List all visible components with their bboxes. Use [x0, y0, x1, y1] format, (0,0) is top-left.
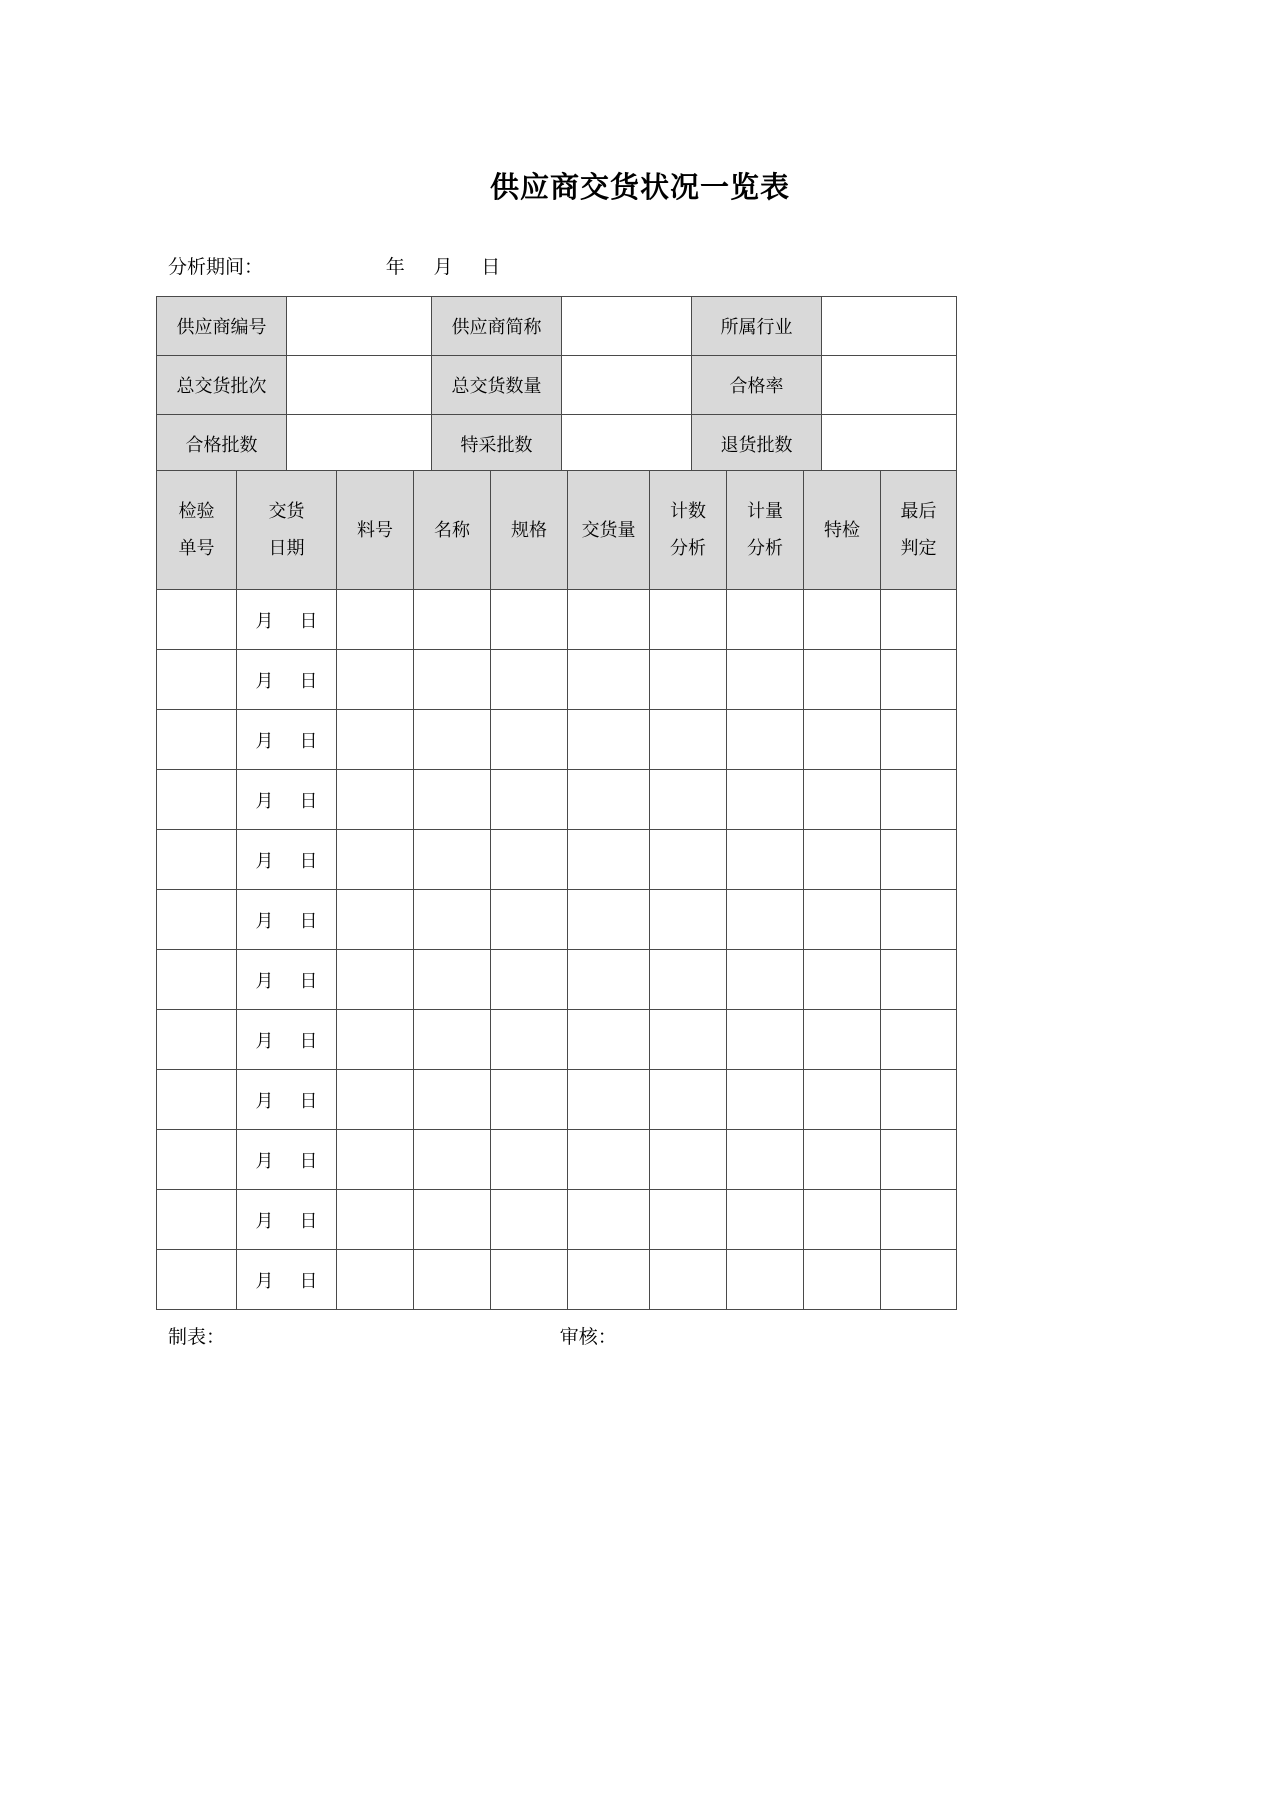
cell-name[interactable]	[414, 590, 491, 650]
cell-material-no[interactable]	[337, 1010, 414, 1070]
info-row	[157, 297, 957, 356]
cell-special-check[interactable]	[804, 1190, 881, 1250]
date-day-unit: 日	[299, 610, 318, 631]
period-year-unit: 年	[385, 257, 405, 278]
date-month-unit: 月	[255, 970, 274, 991]
analysis-period-row	[168, 252, 500, 279]
column-header-measure-analysis-line1: 计量	[747, 501, 783, 522]
cell-delivery-date[interactable]	[237, 950, 337, 1010]
table-row	[157, 1130, 957, 1190]
period-day-unit: 日	[481, 257, 501, 278]
cell-spec[interactable]	[491, 950, 568, 1010]
cell-measure-analysis[interactable]	[727, 830, 804, 890]
period-month-unit: 月	[433, 257, 453, 278]
cell-inspection-no[interactable]	[157, 650, 237, 710]
cell-spec[interactable]	[491, 1010, 568, 1070]
cell-delivery-date[interactable]	[237, 1010, 337, 1070]
cell-final-judgement[interactable]	[881, 830, 957, 890]
cell-delivery-date[interactable]	[237, 890, 337, 950]
table-row	[157, 710, 957, 770]
date-day-unit: 日	[299, 1030, 318, 1051]
date-day-unit: 日	[299, 850, 318, 871]
cell-count-analysis[interactable]	[650, 1250, 727, 1310]
date-month-unit: 月	[255, 1090, 274, 1111]
cell-spec[interactable]	[491, 1070, 568, 1130]
page-title: 供应商交货状况一览表	[489, 172, 790, 204]
cell-name[interactable]	[414, 1130, 491, 1190]
cell-name[interactable]	[414, 1010, 491, 1070]
date-day-unit: 日	[299, 1270, 318, 1291]
info-value-returned-batches[interactable]	[822, 415, 957, 474]
cell-inspection-no[interactable]	[157, 1250, 237, 1310]
column-header-delivery-date-line2: 日期	[268, 538, 305, 558]
delivery-records-table	[156, 470, 957, 1310]
cell-material-no[interactable]	[337, 1070, 414, 1130]
cell-inspection-no[interactable]	[157, 890, 237, 950]
cell-special-check[interactable]	[804, 950, 881, 1010]
column-header-name: 名称	[414, 471, 491, 590]
info-label-concession-batches: 特采批数	[432, 415, 562, 474]
cell-delivery-qty[interactable]	[568, 710, 650, 770]
info-label-pass-rate: 合格率	[692, 356, 822, 415]
info-value-concession-batches[interactable]	[562, 415, 692, 474]
date-month-unit: 月	[255, 790, 274, 811]
column-header-count-analysis-line2: 分析	[670, 538, 706, 558]
date-day-unit: 日	[299, 1150, 318, 1171]
cell-measure-analysis[interactable]	[727, 1250, 804, 1310]
info-value-supplier-short-name[interactable]	[562, 297, 692, 356]
cell-delivery-qty[interactable]	[568, 1190, 650, 1250]
cell-delivery-qty[interactable]	[568, 770, 650, 830]
date-month-unit: 月	[255, 670, 274, 691]
cell-inspection-no[interactable]	[157, 1010, 237, 1070]
date-month-unit: 月	[255, 1270, 274, 1291]
cell-measure-analysis[interactable]	[727, 650, 804, 710]
info-row	[157, 356, 957, 415]
cell-material-no[interactable]	[337, 710, 414, 770]
table-row	[157, 650, 957, 710]
date-month-unit: 月	[255, 910, 274, 931]
column-header-special-check: 特检	[804, 471, 881, 590]
date-day-unit: 日	[299, 1210, 318, 1231]
table-row	[157, 1010, 957, 1070]
date-month-unit: 月	[255, 1030, 274, 1051]
cell-count-analysis[interactable]	[650, 890, 727, 950]
cell-count-analysis[interactable]	[650, 1190, 727, 1250]
cell-delivery-date[interactable]	[237, 1190, 337, 1250]
cell-measure-analysis[interactable]	[727, 950, 804, 1010]
cell-delivery-date[interactable]	[237, 650, 337, 710]
cell-inspection-no[interactable]	[157, 590, 237, 650]
cell-delivery-qty[interactable]	[568, 650, 650, 710]
cell-inspection-no[interactable]	[157, 830, 237, 890]
info-value-supplier-code[interactable]	[287, 297, 432, 356]
info-value-total-batches[interactable]	[287, 356, 432, 415]
cell-inspection-no[interactable]	[157, 1190, 237, 1250]
cell-delivery-date[interactable]	[237, 710, 337, 770]
cell-special-check[interactable]	[804, 710, 881, 770]
table-row	[157, 1190, 957, 1250]
cell-delivery-qty[interactable]	[568, 830, 650, 890]
table-header-row	[157, 471, 957, 590]
column-header-count-analysis-line1: 计数	[670, 501, 706, 522]
cell-final-judgement[interactable]	[881, 770, 957, 830]
cell-delivery-qty[interactable]	[568, 890, 650, 950]
cell-inspection-no[interactable]	[157, 1130, 237, 1190]
column-header-delivery-qty: 交货量	[568, 471, 650, 590]
table-row	[157, 1250, 957, 1310]
cell-material-no[interactable]	[337, 890, 414, 950]
cell-material-no[interactable]	[337, 830, 414, 890]
date-day-unit: 日	[299, 910, 318, 931]
cell-spec[interactable]	[491, 770, 568, 830]
cell-delivery-qty[interactable]	[568, 590, 650, 650]
cell-special-check[interactable]	[804, 770, 881, 830]
cell-inspection-no[interactable]	[157, 710, 237, 770]
date-month-unit: 月	[255, 1210, 274, 1231]
cell-spec[interactable]	[491, 1190, 568, 1250]
cell-final-judgement[interactable]	[881, 950, 957, 1010]
date-day-unit: 日	[299, 790, 318, 811]
cell-final-judgement[interactable]	[881, 710, 957, 770]
cell-special-check[interactable]	[804, 1130, 881, 1190]
cell-spec[interactable]	[491, 650, 568, 710]
cell-special-check[interactable]	[804, 1070, 881, 1130]
table-row	[157, 950, 957, 1010]
column-header-final-judgement	[881, 471, 957, 590]
date-day-unit: 日	[299, 970, 318, 991]
date-day-unit: 日	[299, 670, 318, 691]
cell-spec[interactable]	[491, 590, 568, 650]
cell-count-analysis[interactable]	[650, 590, 727, 650]
cell-special-check[interactable]	[804, 650, 881, 710]
cell-material-no[interactable]	[337, 650, 414, 710]
date-month-unit: 月	[255, 730, 274, 751]
cell-measure-analysis[interactable]	[727, 710, 804, 770]
cell-delivery-date[interactable]	[237, 770, 337, 830]
cell-name[interactable]	[414, 950, 491, 1010]
cell-material-no[interactable]	[337, 1130, 414, 1190]
column-header-inspection-no-line1: 检验	[178, 501, 215, 522]
cell-material-no[interactable]	[337, 1190, 414, 1250]
cell-inspection-no[interactable]	[157, 770, 237, 830]
cell-final-judgement[interactable]	[881, 1190, 957, 1250]
info-label-total-batches: 总交货批次	[157, 356, 287, 415]
date-day-unit: 日	[299, 730, 318, 751]
cell-delivery-date[interactable]	[237, 1070, 337, 1130]
cell-delivery-qty[interactable]	[568, 1010, 650, 1070]
table-row	[157, 830, 957, 890]
cell-inspection-no[interactable]	[157, 1070, 237, 1130]
cell-material-no[interactable]	[337, 770, 414, 830]
cell-material-no[interactable]	[337, 950, 414, 1010]
cell-measure-analysis[interactable]	[727, 590, 804, 650]
cell-delivery-qty[interactable]	[568, 1130, 650, 1190]
cell-special-check[interactable]	[804, 1250, 881, 1310]
cell-spec[interactable]	[491, 1250, 568, 1310]
cell-delivery-date[interactable]	[237, 1130, 337, 1190]
cell-delivery-date[interactable]	[237, 1250, 337, 1310]
cell-count-analysis[interactable]	[650, 1130, 727, 1190]
column-header-inspection-no-line2: 单号	[178, 538, 215, 558]
cell-name[interactable]	[414, 830, 491, 890]
column-header-final-judgement-line1: 最后	[900, 501, 937, 522]
cell-delivery-date[interactable]	[237, 590, 337, 650]
table-row	[157, 770, 957, 830]
info-value-total-quantity[interactable]	[562, 356, 692, 415]
column-header-delivery-date-line1: 交货	[268, 501, 305, 522]
cell-inspection-no[interactable]	[157, 950, 237, 1010]
analysis-period-label: 分析期间：	[168, 257, 264, 278]
cell-final-judgement[interactable]	[881, 590, 957, 650]
column-header-measure-analysis	[727, 471, 804, 590]
cell-special-check[interactable]	[804, 890, 881, 950]
date-month-unit: 月	[255, 610, 274, 631]
cell-name[interactable]	[414, 650, 491, 710]
cell-measure-analysis[interactable]	[727, 1010, 804, 1070]
cell-material-no[interactable]	[337, 1250, 414, 1310]
info-value-industry[interactable]	[822, 297, 957, 356]
column-header-material-no: 料号	[337, 471, 414, 590]
cell-spec[interactable]	[491, 890, 568, 950]
cell-material-no[interactable]	[337, 590, 414, 650]
cell-final-judgement[interactable]	[881, 1130, 957, 1190]
cell-count-analysis[interactable]	[650, 710, 727, 770]
info-label-total-quantity: 总交货数量	[432, 356, 562, 415]
cell-name[interactable]	[414, 1070, 491, 1130]
info-label-returned-batches: 退货批数	[692, 415, 822, 474]
cell-name[interactable]	[414, 770, 491, 830]
cell-count-analysis[interactable]	[650, 830, 727, 890]
cell-final-judgement[interactable]	[881, 650, 957, 710]
cell-spec[interactable]	[491, 830, 568, 890]
cell-measure-analysis[interactable]	[727, 1190, 804, 1250]
table-row	[157, 590, 957, 650]
date-day-unit: 日	[299, 1090, 318, 1111]
cell-count-analysis[interactable]	[650, 950, 727, 1010]
footer-maker-label: 制表：	[168, 1327, 226, 1348]
column-header-count-analysis	[650, 471, 727, 590]
cell-spec[interactable]	[491, 710, 568, 770]
column-header-delivery-date	[237, 471, 337, 590]
column-header-spec: 规格	[491, 471, 568, 590]
table-row	[157, 890, 957, 950]
cell-name[interactable]	[414, 1250, 491, 1310]
cell-special-check[interactable]	[804, 590, 881, 650]
supplier-info-table	[156, 296, 957, 474]
cell-special-check[interactable]	[804, 1010, 881, 1070]
cell-special-check[interactable]	[804, 830, 881, 890]
cell-name[interactable]	[414, 890, 491, 950]
cell-delivery-qty[interactable]	[568, 950, 650, 1010]
cell-measure-analysis[interactable]	[727, 770, 804, 830]
cell-measure-analysis[interactable]	[727, 1070, 804, 1130]
table-row	[157, 1070, 957, 1130]
cell-name[interactable]	[414, 710, 491, 770]
cell-name[interactable]	[414, 1190, 491, 1250]
cell-count-analysis[interactable]	[650, 1010, 727, 1070]
cell-delivery-date[interactable]	[237, 830, 337, 890]
cell-final-judgement[interactable]	[881, 1010, 957, 1070]
cell-measure-analysis[interactable]	[727, 1130, 804, 1190]
column-header-final-judgement-line2: 判定	[900, 538, 937, 558]
column-header-inspection-no	[157, 471, 237, 590]
date-month-unit: 月	[255, 850, 274, 871]
cell-count-analysis[interactable]	[650, 650, 727, 710]
analysis-period-fields	[386, 252, 501, 279]
info-label-industry: 所属行业	[692, 297, 822, 356]
cell-count-analysis[interactable]	[650, 1070, 727, 1130]
info-label-supplier-short-name: 供应商简称	[432, 297, 562, 356]
info-value-qualified-batches[interactable]	[287, 415, 432, 474]
info-label-supplier-code: 供应商编号	[157, 297, 287, 356]
footer-checker-label: 审核：	[559, 1327, 617, 1348]
cell-final-judgement[interactable]	[881, 1070, 957, 1130]
cell-measure-analysis[interactable]	[727, 890, 804, 950]
column-header-measure-analysis-line2: 分析	[747, 538, 783, 558]
cell-spec[interactable]	[491, 1130, 568, 1190]
cell-final-judgement[interactable]	[881, 1250, 957, 1310]
footer	[168, 1322, 968, 1349]
date-month-unit: 月	[255, 1150, 274, 1171]
cell-delivery-qty[interactable]	[568, 1070, 650, 1130]
info-row	[157, 415, 957, 474]
table-body	[157, 590, 957, 1310]
cell-count-analysis[interactable]	[650, 770, 727, 830]
cell-final-judgement[interactable]	[881, 890, 957, 950]
cell-delivery-qty[interactable]	[568, 1250, 650, 1310]
info-value-pass-rate[interactable]	[822, 356, 957, 415]
info-label-qualified-batches: 合格批数	[157, 415, 287, 474]
